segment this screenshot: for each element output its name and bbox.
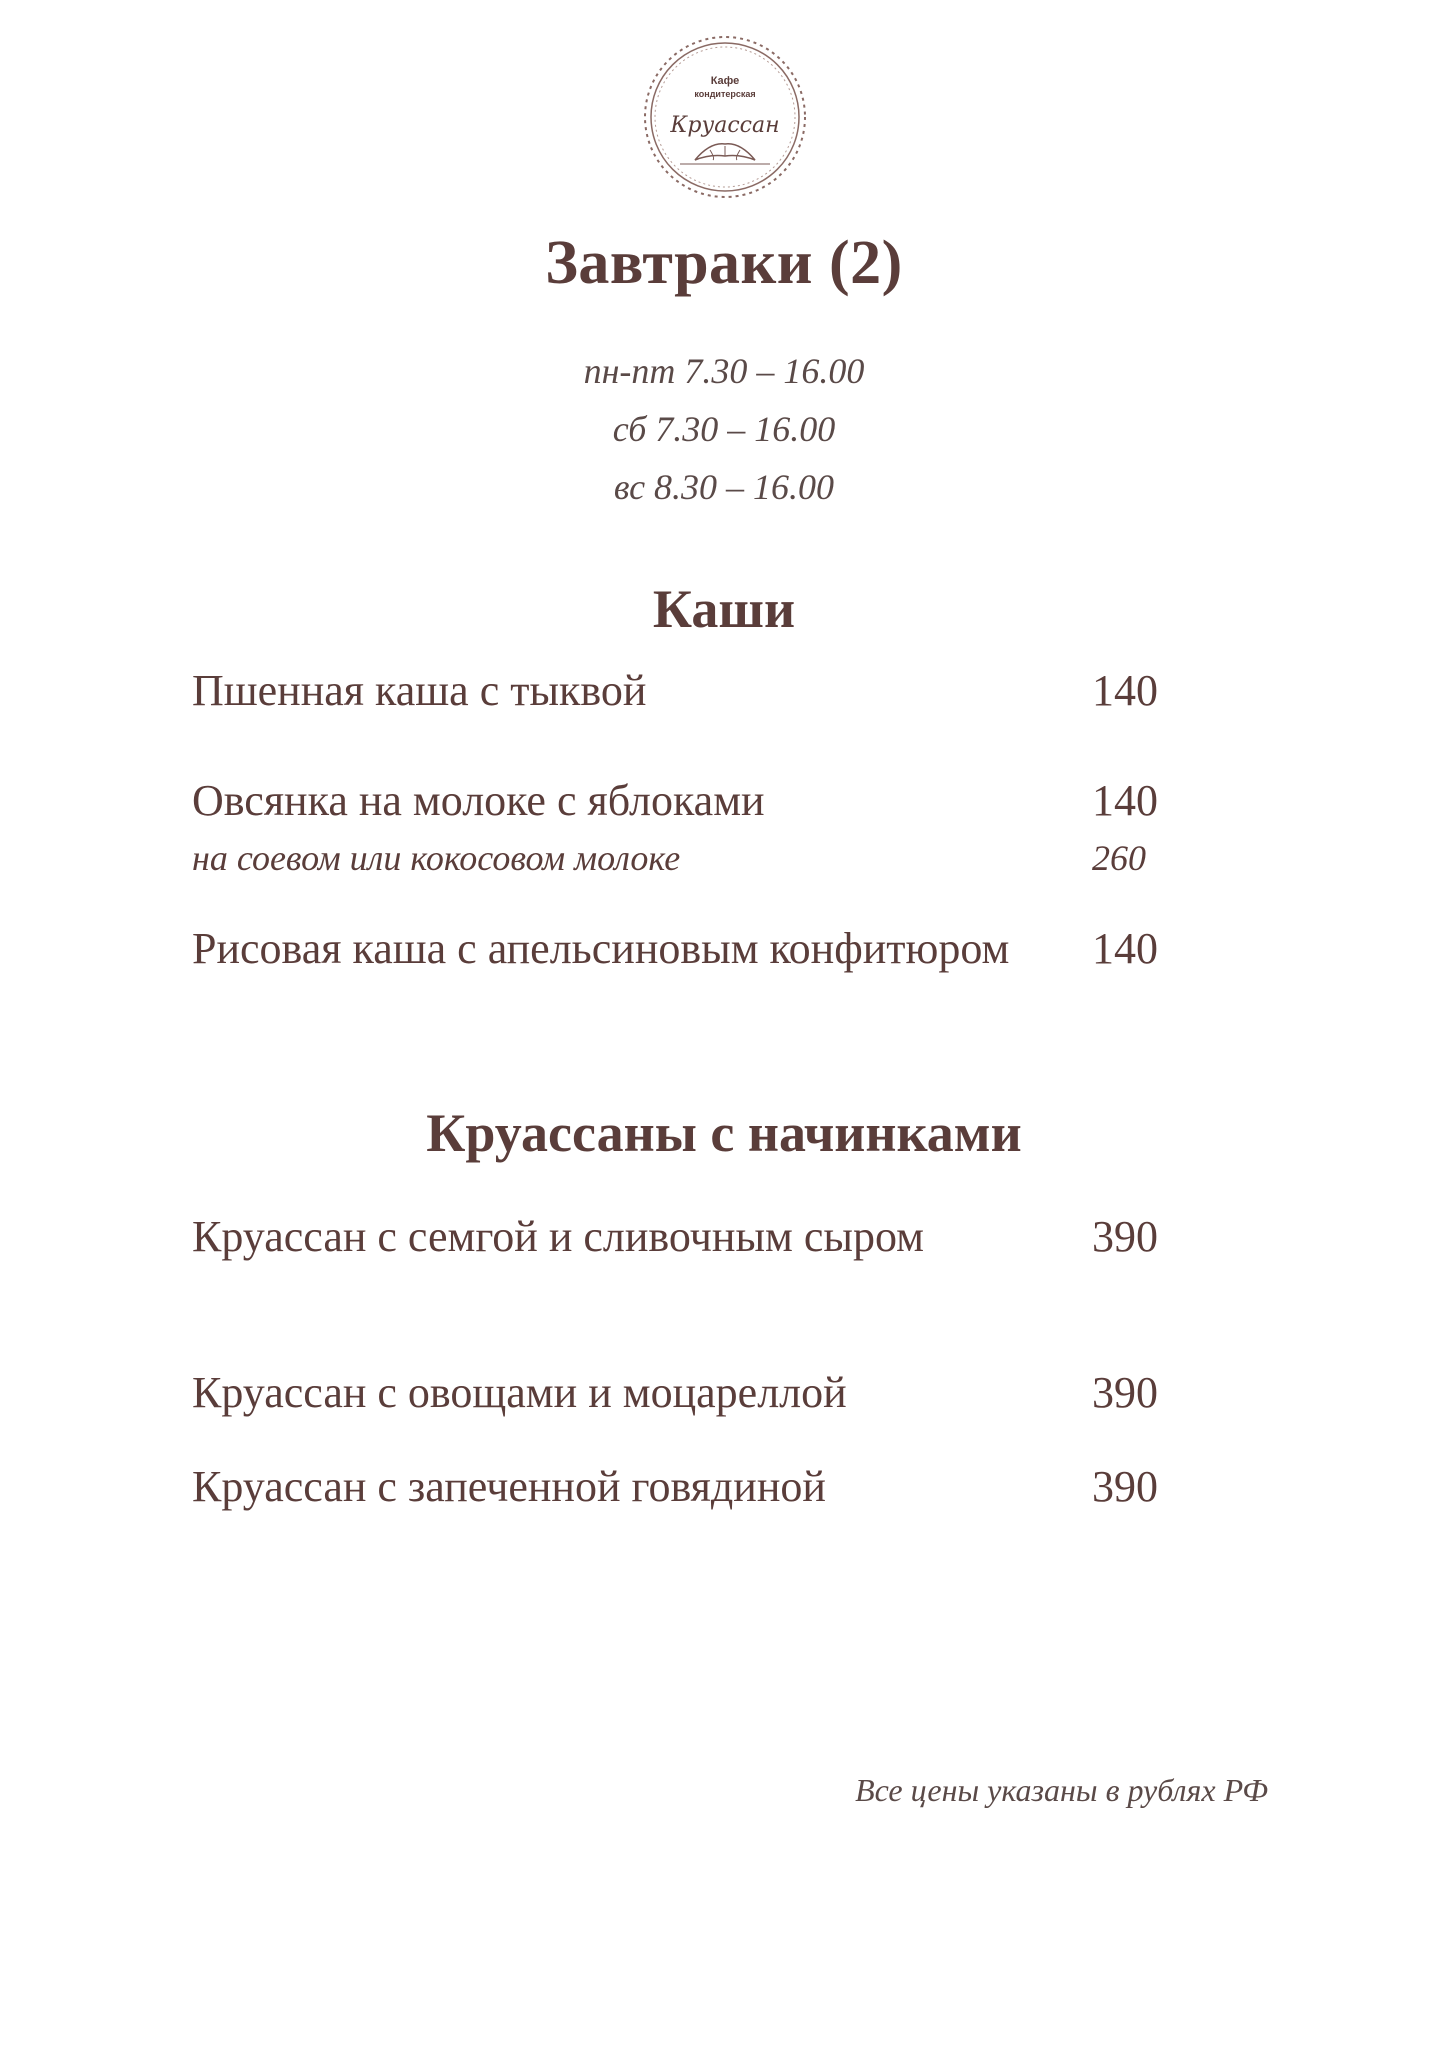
hours-sunday: вс 8.30 – 16.00 <box>613 467 835 507</box>
price-footnote: Все цены указаны в рублях РФ <box>855 1772 1268 1808</box>
croissant-logo-icon <box>640 32 810 202</box>
page-title: Завтраки (2) <box>545 229 903 297</box>
menu-item <box>192 770 1192 832</box>
menu-item-price: 140 <box>1092 776 1158 825</box>
menu-item-price: 390 <box>1092 1462 1158 1511</box>
menu-item-name: Круассан с овощами и моцареллой <box>192 1368 847 1417</box>
menu-item <box>192 918 1192 980</box>
section-title-porridge: Каши <box>652 579 796 639</box>
menu-item-variant-name: на соевом или кокосовом молоке <box>192 838 681 878</box>
hours-weekdays: пн-пт 7.30 – 16.00 <box>583 351 865 391</box>
menu-item-name: Пшенная каша с тыквой <box>192 666 647 715</box>
menu-item-name: Круассан с семгой и сливочным сыром <box>192 1212 924 1261</box>
menu-item-name: Круассан с запеченной говядиной <box>192 1462 826 1511</box>
menu-item-price: 390 <box>1092 1212 1158 1261</box>
menu-item-name: Овсянка на молоке с яблоками <box>192 776 765 825</box>
menu-item-variant-price: 260 <box>1092 838 1146 878</box>
svg-text:Кафе: Кафе <box>710 75 740 87</box>
menu-item <box>192 1456 1192 1518</box>
menu-item <box>192 1362 1192 1424</box>
menu-item <box>192 660 1192 722</box>
cafe-logo <box>640 32 810 202</box>
svg-text:кондитерская: кондитерская <box>694 89 756 99</box>
menu-item-price: 390 <box>1092 1368 1158 1417</box>
svg-text:Круассан: Круассан <box>670 113 780 138</box>
menu-item <box>192 1206 1192 1268</box>
menu-item-price: 140 <box>1092 924 1158 973</box>
hours-saturday: сб 7.30 – 16.00 <box>612 409 836 449</box>
menu-item-variant <box>192 834 1192 882</box>
section-title-croissants: Круассаны с начинками <box>426 1103 1022 1163</box>
menu-item-price: 140 <box>1092 666 1158 715</box>
menu-item-name: Рисовая каша с апельсиновым конфитюром <box>192 924 1010 973</box>
opening-hours <box>0 342 1448 516</box>
